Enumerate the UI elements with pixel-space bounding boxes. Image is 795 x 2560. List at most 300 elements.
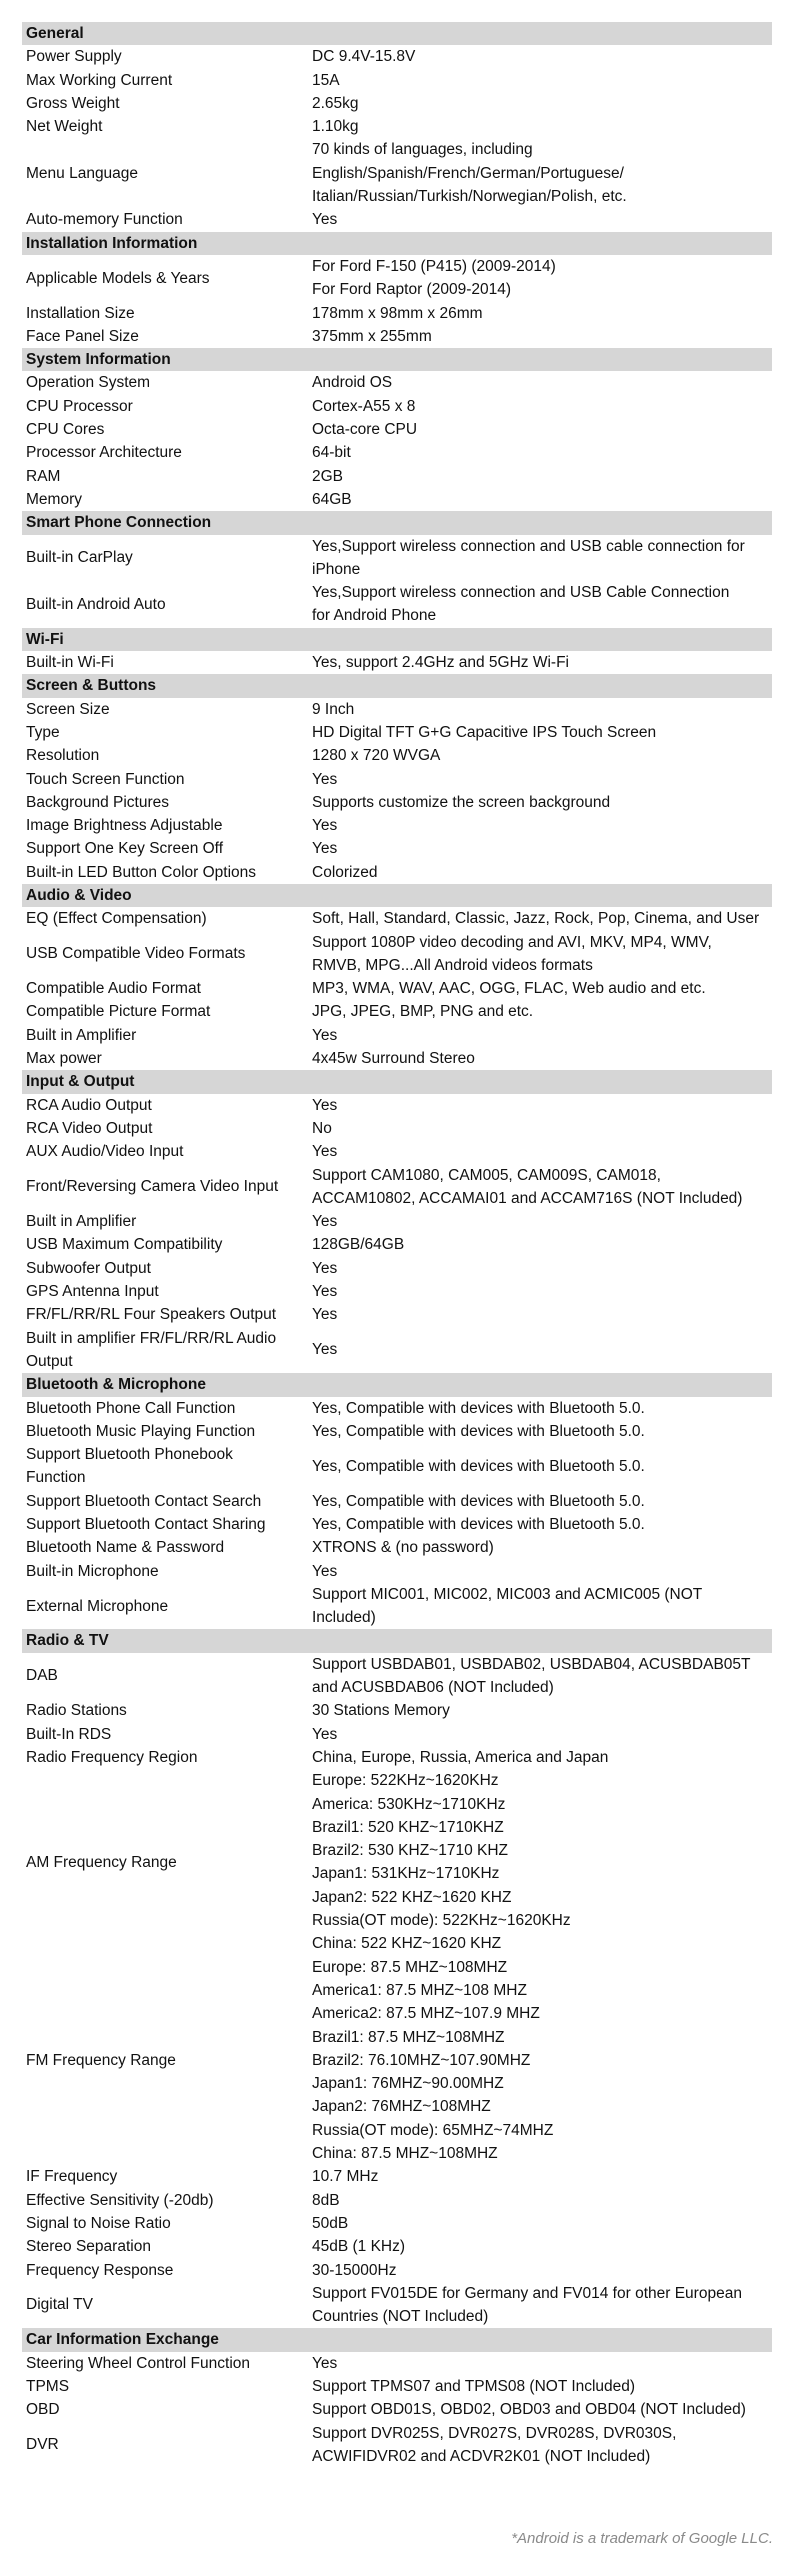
spec-row xyxy=(22,1164,772,1211)
spec-label-line: Built-in CarPlay xyxy=(26,549,133,567)
spec-value xyxy=(308,2375,772,2398)
spec-value xyxy=(308,2352,772,2375)
spec-value-line: Support MIC001, MIC002, MIC003 and ACMIC005 (NOT xyxy=(312,1585,703,1603)
spec-label xyxy=(22,1956,308,2166)
spec-label xyxy=(22,861,308,884)
spec-row xyxy=(22,535,772,582)
spec-label-line: Support Bluetooth Phonebook xyxy=(26,1446,233,1464)
spec-label xyxy=(22,2259,308,2282)
spec-value-line: Soft, Hall, Standard, Classic, Jazz, Rock, Pop, Cinema, and User xyxy=(312,910,760,928)
spec-value-line: Support TPMS07 and TPMS08 (NOT Included) xyxy=(312,2377,636,2395)
spec-label xyxy=(22,325,308,348)
spec-row xyxy=(22,325,772,348)
spec-label-line: Screen Size xyxy=(26,700,110,718)
spec-row xyxy=(22,92,772,115)
spec-label-line: Max power xyxy=(26,1050,102,1068)
spec-value-line: Brazil2: 76.10MHZ~107.90MHZ xyxy=(312,2051,531,2069)
section-header xyxy=(22,1629,772,1652)
spec-value-line: Supports customize the screen background xyxy=(312,793,611,811)
spec-value xyxy=(308,814,772,837)
spec-row xyxy=(22,2422,772,2469)
section-header xyxy=(22,348,772,371)
spec-row xyxy=(22,791,772,814)
spec-value-line: 64GB xyxy=(312,490,352,508)
spec-label-line: Type xyxy=(26,723,60,741)
spec-value xyxy=(308,1583,772,1630)
spec-label-line: Built in Amplifier xyxy=(26,1026,137,1044)
spec-label xyxy=(22,1699,308,1722)
spec-row xyxy=(22,488,772,511)
section-title: General xyxy=(22,22,772,45)
spec-label-line: Built-in LED Button Color Options xyxy=(26,863,257,881)
spec-label-line: RCA Video Output xyxy=(26,1119,153,1137)
spec-value-line: 2.65kg xyxy=(312,94,359,112)
spec-row xyxy=(22,744,772,767)
spec-label xyxy=(22,1280,308,1303)
spec-value-line: 10.7 MHz xyxy=(312,2168,379,2186)
spec-value-line: China, Europe, Russia, America and Japan xyxy=(312,1748,609,1766)
spec-label-line: Installation Size xyxy=(26,304,135,322)
spec-value xyxy=(308,1443,772,1490)
spec-row xyxy=(22,45,772,68)
spec-row xyxy=(22,1420,772,1443)
spec-row xyxy=(22,814,772,837)
spec-value-line: Yes xyxy=(312,817,338,835)
spec-value xyxy=(308,465,772,488)
spec-row xyxy=(22,1047,772,1070)
spec-value xyxy=(308,255,772,302)
spec-value xyxy=(308,1303,772,1326)
spec-label-line: USB Maximum Compatibility xyxy=(26,1236,223,1254)
spec-row xyxy=(22,977,772,1000)
spec-value-line: iPhone xyxy=(312,560,361,578)
spec-label-line: Bluetooth Name & Password xyxy=(26,1539,225,1557)
spec-value-line: English/Spanish/French/German/Portuguese/ xyxy=(312,164,624,182)
spec-row xyxy=(22,1490,772,1513)
spec-value xyxy=(308,1327,772,1374)
spec-value xyxy=(308,1210,772,1233)
spec-label-line: Bluetooth Music Playing Function xyxy=(26,1422,256,1440)
spec-value-line: Yes, support 2.4GHz and 5GHz Wi-Fi xyxy=(312,654,569,672)
spec-label xyxy=(22,907,308,930)
spec-label xyxy=(22,1583,308,1630)
spec-label-line: Effective Sensitivity (-20db) xyxy=(26,2191,214,2209)
section-title: Car Information Exchange xyxy=(22,2328,772,2351)
spec-label-line: Built in Amplifier xyxy=(26,1213,137,1231)
spec-label-line: Support Bluetooth Contact Search xyxy=(26,1492,262,1510)
spec-label xyxy=(22,2212,308,2235)
spec-value-line: Support DVR025S, DVR027S, DVR028S, DVR030S, xyxy=(312,2424,677,2442)
spec-value xyxy=(308,1699,772,1722)
spec-value xyxy=(308,45,772,68)
spec-label xyxy=(22,115,308,138)
spec-label-line: Support Bluetooth Contact Sharing xyxy=(26,1516,266,1533)
spec-value xyxy=(308,1094,772,1117)
spec-value-line: 1.10kg xyxy=(312,118,359,136)
spec-label xyxy=(22,1560,308,1583)
spec-label xyxy=(22,2165,308,2188)
spec-label xyxy=(22,2398,308,2421)
spec-label xyxy=(22,651,308,674)
spec-value xyxy=(308,371,772,394)
spec-value-line: and ACUSBDAB06 (NOT Included) xyxy=(312,1679,554,1697)
spec-value-line: DC 9.4V-15.8V xyxy=(312,48,416,66)
spec-value xyxy=(308,208,772,231)
spec-value xyxy=(308,1024,772,1047)
spec-value xyxy=(308,2422,772,2469)
spec-value xyxy=(308,1140,772,1163)
spec-row xyxy=(22,1397,772,1420)
spec-value xyxy=(308,1420,772,1443)
spec-value-line: 1280 x 720 WVGA xyxy=(312,747,441,765)
spec-value xyxy=(308,418,772,441)
spec-label-line: Radio Stations xyxy=(26,1702,127,1720)
spec-label xyxy=(22,1210,308,1233)
spec-value xyxy=(308,1513,772,1536)
spec-label-line: Frequency Response xyxy=(26,2261,174,2279)
spec-row xyxy=(22,255,772,302)
spec-value-line: Yes, Compatible with devices with Bluetooth 5.0. xyxy=(312,1492,645,1510)
spec-label xyxy=(22,1094,308,1117)
spec-row xyxy=(22,907,772,930)
spec-row xyxy=(22,837,772,860)
spec-value-line: For Ford F-150 (P415) (2009-2014) xyxy=(312,257,556,275)
spec-label xyxy=(22,1140,308,1163)
spec-value-line: Yes xyxy=(312,1306,338,1324)
spec-value xyxy=(308,1560,772,1583)
spec-label xyxy=(22,977,308,1000)
spec-value-line: Yes,Support wireless connection and USB Cable Connection xyxy=(312,584,730,602)
section-title: Input & Output xyxy=(22,1070,772,1093)
spec-label-line: Net Weight xyxy=(26,118,103,136)
spec-row xyxy=(22,465,772,488)
section-title: System Information xyxy=(22,348,772,371)
spec-label xyxy=(22,69,308,92)
spec-label-line: OBD xyxy=(26,2401,60,2419)
spec-value-line: ACCAM10802, ACCAMAI01 and ACCAM716S (NOT Included) xyxy=(312,1189,743,1207)
spec-value-line: Italian/Russian/Turkish/Norwegian/Polish, etc. xyxy=(312,188,627,206)
spec-value xyxy=(308,1397,772,1420)
spec-value-line: Brazil1: 87.5 MHZ~108MHZ xyxy=(312,2028,505,2046)
spec-value-line: Japan1: 76MHZ~90.00MHZ xyxy=(312,2075,504,2093)
spec-label xyxy=(22,208,308,231)
spec-value-line: Included) xyxy=(312,1609,376,1627)
spec-value-line: 9 Inch xyxy=(312,700,355,718)
spec-value xyxy=(308,535,772,582)
spec-label-line: Support One Key Screen Off xyxy=(26,840,224,858)
spec-label-line: Operation System xyxy=(26,374,151,392)
spec-label xyxy=(22,744,308,767)
spec-value-line: XTRONS & (no password) xyxy=(312,1539,494,1557)
spec-label xyxy=(22,1233,308,1256)
spec-label-line: External Microphone xyxy=(26,1597,169,1615)
spec-row xyxy=(22,418,772,441)
spec-value-line: Europe: 522KHz~1620KHz xyxy=(312,1772,499,1790)
spec-row xyxy=(22,768,772,791)
spec-value-line: Yes, Compatible with devices with Bluetooth 5.0. xyxy=(312,1516,645,1533)
spec-row xyxy=(22,2375,772,2398)
spec-row xyxy=(22,2235,772,2258)
spec-value-line: Yes xyxy=(312,1096,338,1114)
spec-label-line: Built-in Microphone xyxy=(26,1562,159,1580)
spec-value-line: 178mm x 98mm x 26mm xyxy=(312,304,483,322)
spec-row xyxy=(22,1653,772,1700)
spec-label-line: Signal to Noise Ratio xyxy=(26,2214,171,2232)
spec-value-line: 70 kinds of languages, including xyxy=(312,141,533,159)
spec-label-line: FR/FL/RR/RL Four Speakers Output xyxy=(26,1306,277,1324)
spec-label xyxy=(22,1443,308,1490)
spec-label-line: Background Pictures xyxy=(26,793,170,811)
spec-row xyxy=(22,1117,772,1140)
spec-label xyxy=(22,371,308,394)
spec-value-line: Russia(OT mode): 65MHZ~74MHZ xyxy=(312,2121,554,2139)
spec-value xyxy=(308,977,772,1000)
spec-value-line: Yes,Support wireless connection and USB cable connection for xyxy=(312,537,745,555)
spec-value xyxy=(308,1257,772,1280)
spec-label-line: Built-In RDS xyxy=(26,1725,112,1743)
spec-value xyxy=(308,1047,772,1070)
spec-value xyxy=(308,92,772,115)
spec-label xyxy=(22,488,308,511)
spec-row xyxy=(22,1443,772,1490)
spec-value-line: China: 87.5 MHZ~108MHZ xyxy=(312,2145,498,2163)
spec-value-line: Yes xyxy=(312,2354,338,2372)
section-header xyxy=(22,511,772,534)
spec-value-line: 30 Stations Memory xyxy=(312,1702,450,1720)
spec-label-line: USB Compatible Video Formats xyxy=(26,945,246,963)
spec-label xyxy=(22,768,308,791)
spec-label-line: AM Frequency Range xyxy=(26,1853,177,1871)
spec-row xyxy=(22,721,772,744)
spec-value-line: 8dB xyxy=(312,2191,340,2209)
spec-row xyxy=(22,1000,772,1023)
spec-label-line: Output xyxy=(26,1352,73,1370)
spec-value xyxy=(308,861,772,884)
spec-label-line: GPS Antenna Input xyxy=(26,1283,159,1301)
trademark-footnote: *Android is a trademark of Google LLC. xyxy=(511,2530,773,2547)
spec-label xyxy=(22,2422,308,2469)
spec-value xyxy=(308,2282,772,2329)
section-title: Audio & Video xyxy=(22,884,772,907)
spec-value-line: America: 530KHz~1710KHz xyxy=(312,1795,506,1813)
spec-row xyxy=(22,1769,772,1955)
spec-label xyxy=(22,395,308,418)
spec-label-line: Image Brightness Adjustable xyxy=(26,817,223,835)
spec-value-line: Support 1080P video decoding and AVI, MKV, MP4, WMV, xyxy=(312,933,712,951)
spec-row xyxy=(22,931,772,978)
spec-value-line: 50dB xyxy=(312,2214,349,2232)
spec-value-line: 64-bit xyxy=(312,444,351,462)
spec-value xyxy=(308,1490,772,1513)
spec-value-line: Support FV015DE for Germany and FV014 for other European xyxy=(312,2284,742,2302)
spec-value-line: HD Digital TFT G+G Capacitive IPS Touch Screen xyxy=(312,723,657,741)
spec-label-line: Auto-memory Function xyxy=(26,211,183,229)
spec-label-line: Built in amplifier FR/FL/RR/RL Audio xyxy=(26,1329,277,1347)
spec-value-line: Japan2: 522 KHZ~1620 KHZ xyxy=(312,1888,512,1906)
spec-value-line: Yes xyxy=(312,1213,338,1231)
spec-label xyxy=(22,814,308,837)
spec-label xyxy=(22,441,308,464)
spec-label-line: Processor Architecture xyxy=(26,444,182,462)
spec-label xyxy=(22,302,308,325)
spec-label xyxy=(22,45,308,68)
spec-value xyxy=(308,488,772,511)
spec-value-line: Yes, Compatible with devices with Bluetooth 5.0. xyxy=(312,1422,645,1440)
spec-label xyxy=(22,1746,308,1769)
spec-value-line: Countries (NOT Included) xyxy=(312,2308,489,2326)
spec-label xyxy=(22,581,308,628)
spec-value-line: No xyxy=(312,1119,332,1137)
spec-label xyxy=(22,1000,308,1023)
spec-label xyxy=(22,931,308,978)
spec-label-line: Stereo Separation xyxy=(26,2238,151,2256)
spec-row xyxy=(22,1303,772,1326)
spec-row xyxy=(22,698,772,721)
spec-label xyxy=(22,2235,308,2258)
spec-value-line: Russia(OT mode): 522KHz~1620KHz xyxy=(312,1912,571,1930)
spec-value-line: Brazil2: 530 KHZ~1710 KHZ xyxy=(312,1842,508,1860)
spec-value-line: Yes xyxy=(312,1725,338,1743)
spec-row xyxy=(22,1956,772,2166)
spec-label-line: Touch Screen Function xyxy=(26,770,185,788)
spec-value xyxy=(308,1117,772,1140)
spec-value-line: Brazil1: 520 KHZ~1710KHZ xyxy=(312,1818,504,1836)
spec-label xyxy=(22,1164,308,1211)
spec-row xyxy=(22,395,772,418)
spec-value-line: Yes xyxy=(312,1283,338,1301)
spec-label xyxy=(22,2282,308,2329)
spec-label-line: DVR xyxy=(26,2436,59,2454)
spec-value xyxy=(308,325,772,348)
spec-value-line: 45dB (1 KHz) xyxy=(312,2238,406,2256)
spec-row xyxy=(22,2398,772,2421)
spec-row xyxy=(22,1513,772,1536)
spec-row xyxy=(22,861,772,884)
spec-row xyxy=(22,302,772,325)
spec-value-line: Octa-core CPU xyxy=(312,421,418,439)
spec-value xyxy=(308,1769,772,1955)
spec-value xyxy=(308,2189,772,2212)
spec-label-line: Max Working Current xyxy=(26,71,173,89)
spec-label xyxy=(22,1303,308,1326)
spec-row xyxy=(22,1746,772,1769)
section-title: Bluetooth & Microphone xyxy=(22,1373,772,1396)
spec-row xyxy=(22,2189,772,2212)
spec-label xyxy=(22,698,308,721)
spec-label-line: Subwoofer Output xyxy=(26,1259,151,1277)
spec-value-line: Support OBD01S, OBD02, OBD03 and OBD04 (NOT Included) xyxy=(312,2401,746,2419)
spec-label xyxy=(22,1769,308,1955)
spec-value xyxy=(308,115,772,138)
spec-value-line: For Ford Raptor (2009-2014) xyxy=(312,281,512,299)
spec-value xyxy=(308,2398,772,2421)
spec-row xyxy=(22,1210,772,1233)
spec-row xyxy=(22,69,772,92)
spec-value xyxy=(308,69,772,92)
spec-label-line: Built-in Android Auto xyxy=(26,595,166,613)
spec-row xyxy=(22,2212,772,2235)
spec-value xyxy=(308,1536,772,1559)
spec-row xyxy=(22,1583,772,1630)
spec-row xyxy=(22,1233,772,1256)
spec-label-line: Compatible Picture Format xyxy=(26,1003,211,1021)
spec-label xyxy=(22,255,308,302)
spec-label xyxy=(22,721,308,744)
spec-label-line: Steering Wheel Control Function xyxy=(26,2354,251,2372)
spec-label xyxy=(22,1420,308,1443)
spec-row xyxy=(22,651,772,674)
spec-value xyxy=(308,138,772,208)
spec-value-line: for Android Phone xyxy=(312,607,437,625)
spec-label xyxy=(22,2375,308,2398)
spec-value-line: Yes xyxy=(312,770,338,788)
spec-value-line: Colorized xyxy=(312,863,378,881)
spec-row xyxy=(22,2352,772,2375)
spec-value-line: Japan2: 76MHZ~108MHZ xyxy=(312,2098,491,2116)
spec-table xyxy=(22,22,772,2468)
spec-value-line: 30-15000Hz xyxy=(312,2261,397,2279)
spec-value-line: Yes xyxy=(312,840,338,858)
spec-value xyxy=(308,1746,772,1769)
spec-row xyxy=(22,1094,772,1117)
section-header xyxy=(22,1070,772,1093)
section-title: Screen & Buttons xyxy=(22,674,772,697)
spec-value xyxy=(308,931,772,978)
spec-value-line: Yes xyxy=(312,1026,338,1044)
section-header xyxy=(22,22,772,45)
spec-label-line: AUX Audio/Video Input xyxy=(26,1143,184,1161)
spec-row xyxy=(22,1280,772,1303)
spec-row xyxy=(22,2259,772,2282)
spec-value-line: Yes xyxy=(312,211,338,229)
spec-value xyxy=(308,581,772,628)
spec-label-line: Bluetooth Phone Call Function xyxy=(26,1399,236,1417)
section-header xyxy=(22,2328,772,2351)
spec-label-line: Gross Weight xyxy=(26,94,120,112)
spec-value xyxy=(308,395,772,418)
spec-value-line: Cortex-A55 x 8 xyxy=(312,397,416,415)
spec-value-line: Yes xyxy=(312,1562,338,1580)
spec-label-line: RCA Audio Output xyxy=(26,1096,152,1114)
spec-value-line: ACWIFIDVR02 and ACDVR2K01 (NOT Included) xyxy=(312,2447,651,2465)
spec-row xyxy=(22,581,772,628)
spec-label-line: IF Frequency xyxy=(26,2168,118,2186)
spec-value xyxy=(308,791,772,814)
spec-row xyxy=(22,1560,772,1583)
spec-row xyxy=(22,138,772,208)
spec-label xyxy=(22,2352,308,2375)
spec-value-line: Japan1: 531KHz~1710KHz xyxy=(312,1865,500,1883)
spec-value xyxy=(308,441,772,464)
spec-label xyxy=(22,1257,308,1280)
spec-label xyxy=(22,138,308,208)
spec-value-line: Android OS xyxy=(312,374,393,392)
spec-value-line: Yes, Compatible with devices with Bluetooth 5.0. xyxy=(312,1457,645,1475)
spec-value xyxy=(308,1653,772,1700)
spec-label-line: Digital TV xyxy=(26,2296,93,2314)
spec-label-line: CPU Processor xyxy=(26,397,133,415)
spec-label-line: EQ (Effect Compensation) xyxy=(26,910,207,928)
spec-label xyxy=(22,791,308,814)
spec-value-line: JPG, JPEG, BMP, PNG and etc. xyxy=(312,1003,534,1021)
spec-label xyxy=(22,1117,308,1140)
spec-value xyxy=(308,1164,772,1211)
spec-value-line: RMVB, MPG...All Android videos formats xyxy=(312,956,593,974)
spec-value xyxy=(308,698,772,721)
spec-row xyxy=(22,1536,772,1559)
spec-value-line: Europe: 87.5 MHZ~108MHZ xyxy=(312,1958,508,1976)
spec-label xyxy=(22,1490,308,1513)
